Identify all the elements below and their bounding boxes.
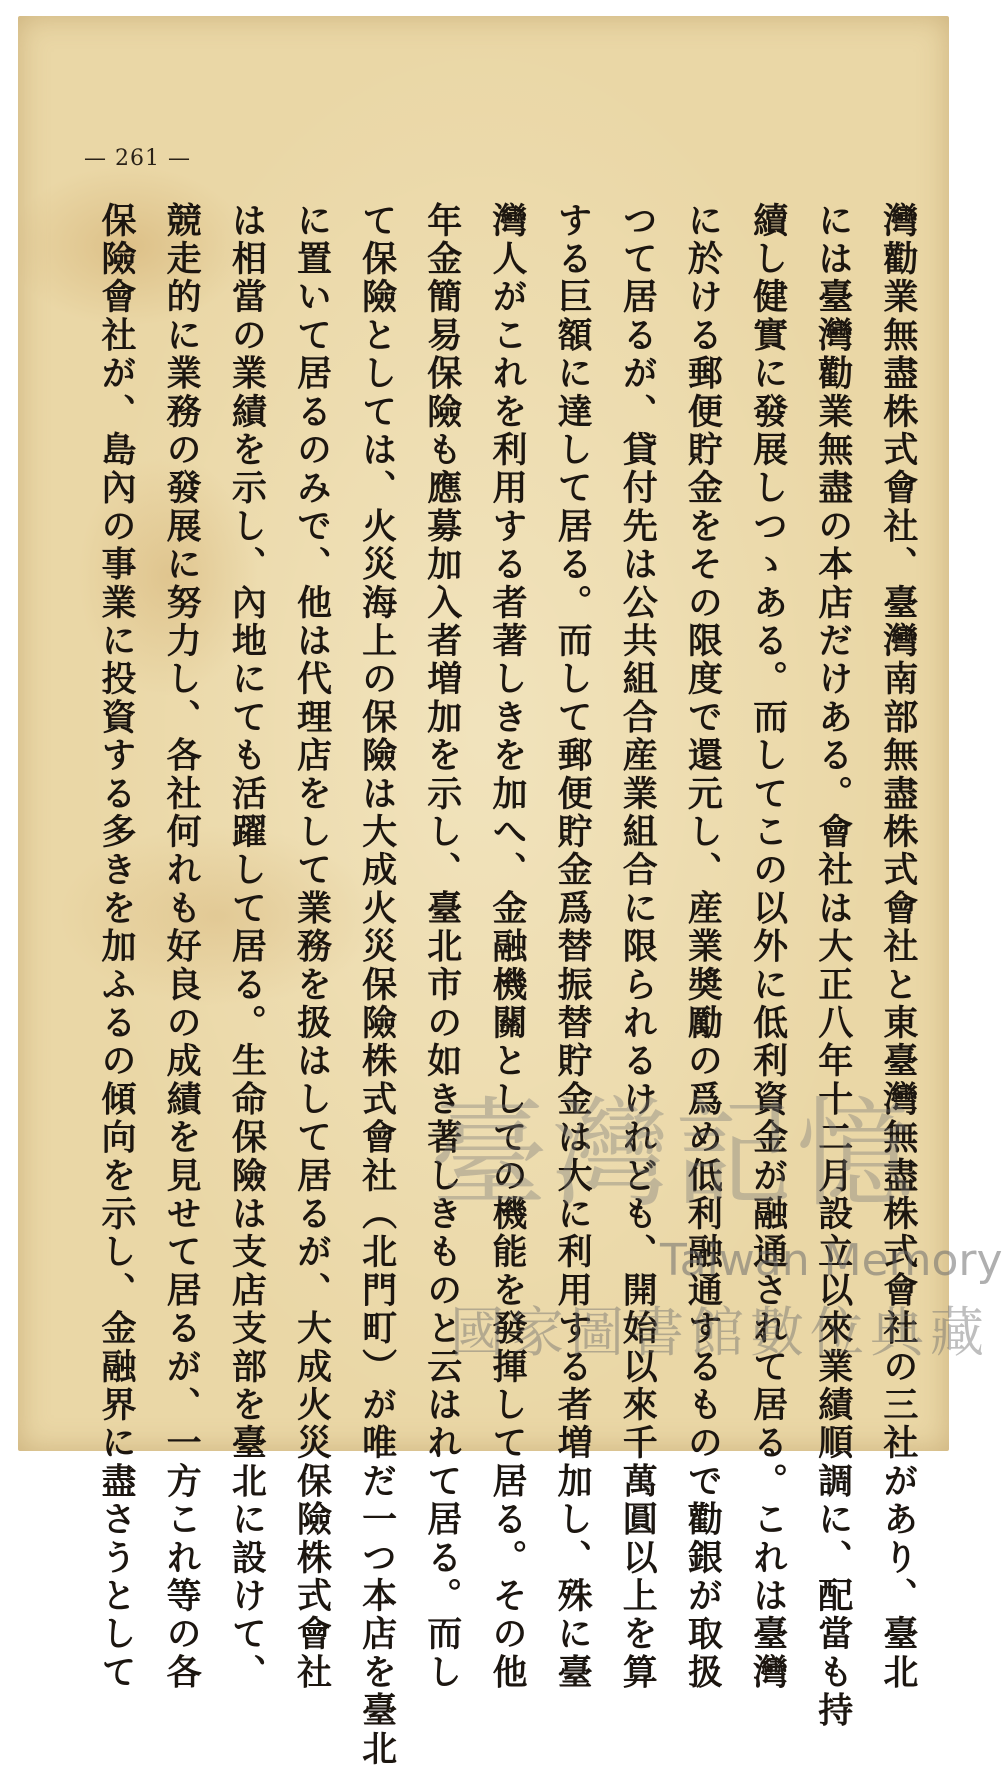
watermark-chars: 臺灣記憶 <box>430 1085 919 1223</box>
text-column-5: つて居るが、貸付先は公共組合産業組合に限られるけれども、開始以來千萬圓以上を算 <box>617 202 659 1692</box>
text-column-4: に於ける郵便貯金をその限度で還元し、産業奬勵の爲め低利融通するもので勸銀が取扱 <box>682 202 724 1692</box>
text-column-9: て保險としては、火災海上の保險は大成火災保險株式會社（北門町）が唯だ一つ本店を臺北 <box>356 202 398 1768</box>
text-column-10: に置いて居るのみで、他は代理店をして業務を扱はして居るが、大成火災保險株式會社 <box>291 202 333 1692</box>
text-column-13: 保險會社が、島內の事業に投資する多きを加ふるの傾向を示し、金融界に盡さうとして <box>96 202 137 1692</box>
text-column-12: 競走的に業務の發展に努力し、各社何れも好良の成績を見せて居るが、一方これ等の各 <box>161 202 203 1692</box>
text-column-3: 續し健實に發展しつゝある。而してこの以外に低利資金が融通されて居る。これは臺灣 <box>747 202 789 1692</box>
text-column-2: には臺灣勸業無盡の本店だけある。會社は大正八年十二月設立以來業績順調に、配當も持 <box>812 202 854 1730</box>
watermark-subtitle: 國家圖書館數位典藏 <box>450 1301 990 1364</box>
text-column-1: 灣勸業無盡株式會社、臺灣南部無盡株式會社と東臺灣無盡株式會社の三社があり、臺北 <box>877 202 919 1692</box>
page-number: — 261 — <box>84 146 191 171</box>
watermark-latin: Taiwan Memory <box>660 1235 1003 1286</box>
vertical-text-block <box>90 202 919 1768</box>
text-column-7: 灣人がこれを利用する者著しきを加へ、金融機關としての機能を發揮して居る。その他 <box>486 202 528 1692</box>
text-column-8: 年金簡易保險も應募加入者増加を示し、臺北市の如き著しきものと云はれて居る。而し <box>421 202 463 1692</box>
text-column-11: は相當の業績を示し、內地にても活躍して居る。生命保險は支店支部を臺北に設けて、 <box>226 202 268 1692</box>
book-page <box>18 16 949 1768</box>
text-column-6: する巨額に達して居る。而して郵便貯金爲替振替貯金は大に利用する者増加し、殊に臺 <box>552 202 594 1692</box>
